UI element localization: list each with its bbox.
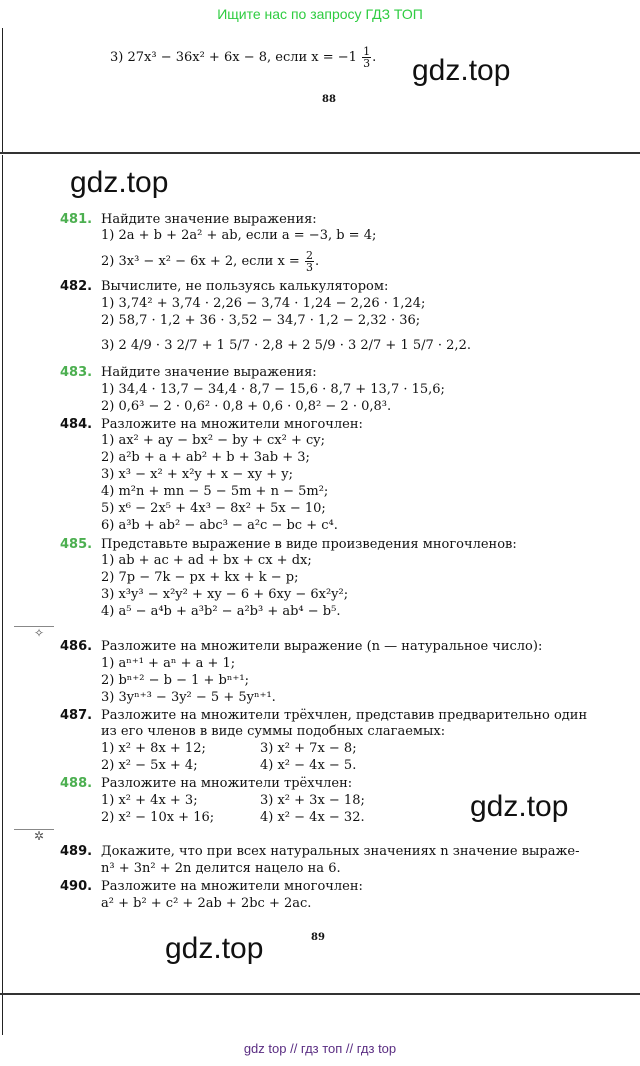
page-divider-bottom xyxy=(0,993,640,995)
problem-number-488: 488. xyxy=(60,776,93,791)
problem-486-line3: 3) 3yⁿ⁺³ − 3y² − 5 + 5yⁿ⁺¹. xyxy=(101,690,276,705)
problem-484-line1: 1) ax² + ay − bx² − by + cx² + cy; xyxy=(101,433,326,448)
problem-485-line3: 3) x³y³ − x²y² + xy − 6 + 6xy − 6x²y²; xyxy=(101,587,349,602)
problem-484-line6: 6) a³b + ab² − abc³ − a²c − bc + c⁴. xyxy=(101,518,338,533)
problem-485-line4: 4) a⁵ − a⁴b + a³b² − a²b³ + ab⁴ − b⁵. xyxy=(101,604,341,619)
problem-486-title: Разложите на множители выражение (n — натуральное число): xyxy=(101,639,543,654)
problem-485-title: Представьте выражение в виде произведения многочленов: xyxy=(101,537,517,552)
problem-485-line2: 2) 7p − 7k − px + kx + k − p; xyxy=(101,570,299,585)
problem-484-line4: 4) m²n + mn − 5 − 5m + n − 5m²; xyxy=(101,484,329,499)
problem-486-line2: 2) bⁿ⁺² − b − 1 + bⁿ⁺¹; xyxy=(101,673,249,688)
problem-number-486: 486. xyxy=(60,639,93,654)
top-fragment-line: 3) 27x³ − 36x² + 6x − 8, если x = −1 $\frac{1}{3}$ . xyxy=(110,45,377,70)
problem-484-title: Разложите на множители многочлен: xyxy=(101,417,363,432)
problem-number-483: 483. xyxy=(60,365,93,380)
problem-484-line3: 3) x³ − x² + x²y + x − xy + y; xyxy=(101,467,293,482)
diamond-marker-icon: ✧ xyxy=(34,626,45,640)
problem-488-answer3: 3) x² + 3x − 18; xyxy=(260,793,365,808)
problem-486-line1: 1) aⁿ⁺¹ + aⁿ + a + 1; xyxy=(101,656,236,671)
problem-487-answer1: 1) x² + 8x + 12; xyxy=(101,741,206,756)
problem-482-line2: 2) 58,7 · 1,2 + 36 · 3,52 − 34,7 · 1,2 − 2,32 · 36; xyxy=(101,313,421,328)
fraction-numerator: 1 xyxy=(363,45,371,58)
margin-line-main xyxy=(2,155,3,995)
problem-number-485: 485. xyxy=(60,537,93,552)
problem-481-line1: 1) 2a + b + 2a² + ab, если a = −3, b = 4; xyxy=(101,228,377,243)
problem-482-title: Вычислите, не пользуясь калькулятором: xyxy=(101,279,389,294)
problem-484-line2: 2) a²b + a + ab² + b + 3ab + 3; xyxy=(101,450,310,465)
problem-487-title: Разложите на множители трёхчлен, представив предварительно один xyxy=(101,708,588,723)
fraction-denominator: 3 xyxy=(305,261,313,274)
problem-481-line2 xyxy=(101,250,319,273)
problem-481-line2-text: 2) 3x³ − x² − 6x + 2, если x = xyxy=(101,254,304,269)
problem-487-answer2: 2) x² − 5x + 4; xyxy=(101,758,198,773)
problem-490-line1: a² + b² + c² + 2ab + 2bc + 2ac. xyxy=(101,896,312,911)
problem-number-487: 487. xyxy=(60,708,93,723)
fraction-denominator: 3 xyxy=(363,57,371,70)
problem-487-title2: из его членов в виде суммы подобных слагаемых: xyxy=(101,724,446,739)
watermark: gdz.top xyxy=(412,54,511,87)
margin-line-top xyxy=(2,28,3,152)
problem-488-answer1: 1) x² + 4x + 3; xyxy=(101,793,198,808)
search-banner[interactable]: Ищите нас по запросу ГДЗ ТОП xyxy=(217,6,423,22)
page-number-89: 89 xyxy=(311,932,325,943)
problem-489-title2: n³ + 3n² + 2n делится нацело на 6. xyxy=(101,861,341,876)
problem-487-answer3: 3) x² + 7x − 8; xyxy=(260,741,357,756)
problem-483-title: Найдите значение выражения: xyxy=(101,365,317,380)
footer-links[interactable]: gdz top // гдз топ // гдз top xyxy=(243,1041,397,1056)
problem-481-title: Найдите значение выражения: xyxy=(101,212,317,227)
problem-489-title: Докажите, что при всех натуральных значениях n значение выраже- xyxy=(101,844,580,859)
problem-487-answer4: 4) x² − 4x − 5. xyxy=(260,758,357,773)
page-number-88: 88 xyxy=(322,94,336,105)
watermark: gdz.top xyxy=(70,166,169,199)
watermark: gdz.top xyxy=(470,790,569,823)
fraction-numerator: 2 xyxy=(305,249,313,262)
margin-line-bottom xyxy=(2,995,3,1035)
problem-488-answer2: 2) x² − 10x + 16; xyxy=(101,810,215,825)
problem-481-fraction xyxy=(305,250,314,273)
problem-485-line1: 1) ab + ac + ad + bx + cx + dx; xyxy=(101,553,312,568)
top-fragment-text: 3) 27x³ − 36x² + 6x − 8, если x = −1 xyxy=(110,50,357,65)
problem-483-line2: 2) 0,6³ − 2 · 0,6² · 0,8 + 0,6 · 0,8² − 2 · 0,8³. xyxy=(101,399,392,414)
problem-483-line1: 1) 34,4 · 13,7 − 34,4 · 8,7 − 15,6 · 8,7 + 13,7 · 15,6; xyxy=(101,382,445,397)
star-marker-icon: ✲ xyxy=(34,829,45,843)
page-divider xyxy=(0,152,640,154)
watermark: gdz.top xyxy=(165,932,264,965)
problem-484-line5: 5) x⁶ − 2x⁵ + 4x³ − 8x² + 5x − 10; xyxy=(101,501,326,516)
problem-488-answer4: 4) x² − 4x − 32. xyxy=(260,810,365,825)
problem-488-title: Разложите на множители трёхчлен: xyxy=(101,776,353,791)
problem-482-line3: 3) 2 4/9 · 3 2/7 + 1 5/7 · 2,8 + 2 5/9 · 3 2/7 + 1 5/7 · 2,2. xyxy=(101,338,471,353)
problem-number-482: 482. xyxy=(60,279,93,294)
problem-number-484: 484. xyxy=(60,417,93,432)
problem-number-481: 481. xyxy=(60,212,93,227)
problem-482-line1: 1) 3,74² + 3,74 · 2,26 − 3,74 · 1,24 − 2,26 · 1,24; xyxy=(101,296,426,311)
top-fragment-fraction xyxy=(362,46,371,69)
problem-number-490: 490. xyxy=(60,879,93,894)
problem-490-title: Разложите на множители многочлен: xyxy=(101,879,363,894)
problem-number-489: 489. xyxy=(60,844,93,859)
problem-481-line2-end: . xyxy=(314,254,320,269)
